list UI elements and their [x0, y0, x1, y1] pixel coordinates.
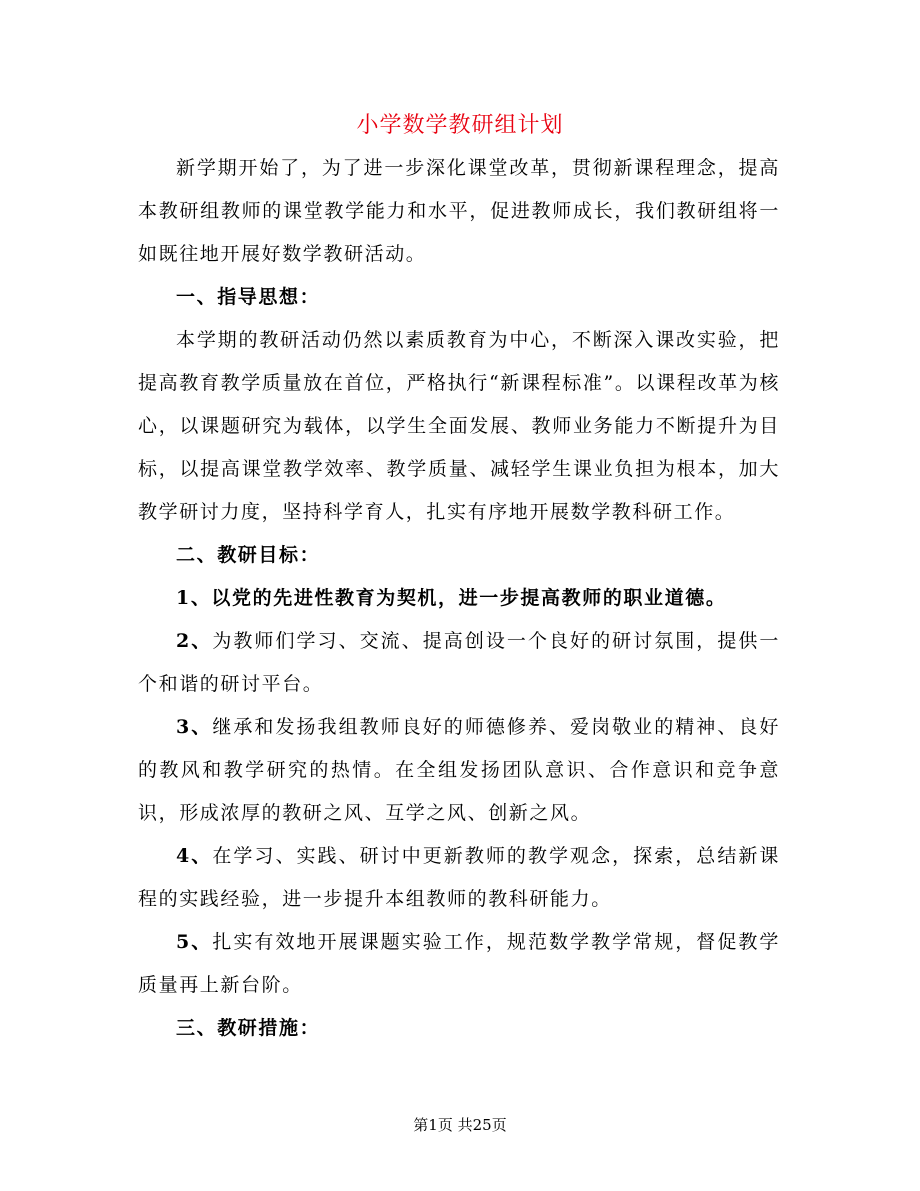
section-heading-guiding-thought: 一、指导思想：: [176, 286, 321, 308]
goal-number: 4、: [176, 845, 213, 867]
goal-text: 在学习、实践、研讨中更新教师的教学观念，探索，总结新课程的实践经验，进一步提升本组教师的教科研能力。: [138, 845, 781, 910]
document-title: 小学数学教研组计划: [356, 113, 564, 138]
goal-text: 扎实有效地开展课题实验工作，规范数学教学常规，督促教学质量再上新台阶。: [138, 931, 781, 996]
document-body: [138, 147, 780, 1050]
goal-number: 5、: [176, 931, 213, 953]
goal-item-4: [138, 835, 780, 921]
goal-number: 3、: [176, 716, 213, 738]
goal-item-3: [138, 706, 780, 835]
guiding-thought-paragraph: 本学期的教研活动仍然以素质教育为中心，不断深入课改实验，把提高教育教学质量放在首位，严格执行“新课程标准”。以课程改革为核心，以课题研究为载体，以学生全面发展、教师业务能力不断提升为目标，以提高课堂教学效率、教学质量、减轻学生课业负担为根本，加大教学研讨力度，坚持科学育人，扎实有序地开展数学教科研工作。: [138, 329, 780, 523]
goal-number: 1、: [176, 587, 212, 609]
page-number: 第1页 共25页: [413, 1116, 507, 1134]
section-heading-research-measures: 三、教研措施：: [176, 1017, 321, 1039]
goal-item-5: [138, 921, 780, 1007]
goal-text: 以党的先进性教育为契机，进一步提高教师的职业道德。: [211, 587, 727, 609]
intro-paragraph: 新学期开始了，为了进一步深化课堂改革，贯彻新课程理念，提高本教研组教师的课堂教学能力和水平，促进教师成长，我们教研组将一如既往地开展好数学教研活动。: [138, 157, 780, 265]
goal-text: 为教师们学习、交流、提高创设一个良好的研讨氛围，提供一个和谐的研讨平台。: [138, 630, 781, 695]
goal-text: 继承和发扬我组教师良好的师德修养、爱岗敬业的精神、良好的教风和教学研究的热情。在全组发扬团队意识、合作意识和竞争意识，形成浓厚的教研之风、互学之风、创新之风。: [138, 716, 781, 824]
goal-item-2: [138, 620, 780, 706]
goal-item-1: [138, 577, 780, 620]
section-heading-research-goals: 二、教研目标：: [176, 544, 321, 566]
goal-number: 2、: [176, 630, 213, 652]
